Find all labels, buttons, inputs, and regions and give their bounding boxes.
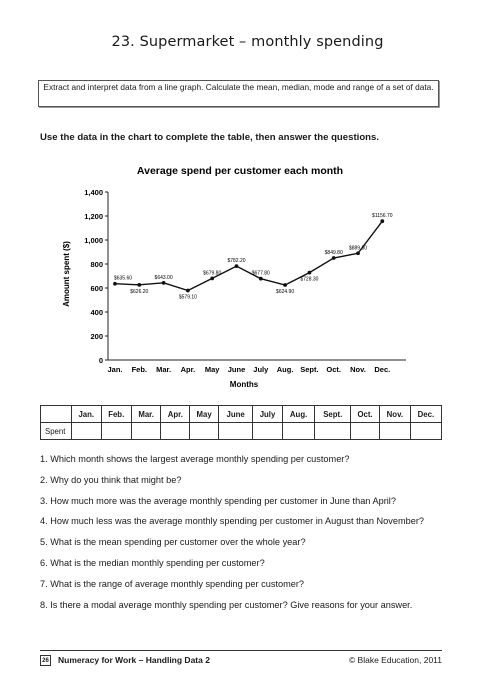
table-header-cell: Jan.	[72, 406, 102, 423]
x-tick-label: Apr.	[180, 365, 196, 374]
table-spent-cell[interactable]	[101, 423, 131, 440]
book-title: Numeracy for Work – Handling Data 2	[58, 655, 210, 665]
table-spent-cell[interactable]	[351, 423, 380, 440]
y-tick-label: 1,200	[84, 212, 103, 221]
data-label: $728.30	[300, 276, 319, 283]
x-tick-label: Sept.	[300, 365, 319, 374]
page-footer	[40, 655, 442, 667]
data-point	[162, 281, 166, 285]
line-chart	[40, 158, 450, 393]
page-number: 26	[40, 655, 51, 666]
data-label: $849.80	[324, 250, 343, 257]
question-item: 6. What is the median monthly spending per customer?	[40, 557, 265, 568]
data-point	[332, 256, 336, 260]
question-item: 7. What is the range of average monthly spending per customer?	[40, 578, 305, 589]
y-axis-label: Amount spent ($)	[62, 241, 71, 307]
data-label: $889.30	[348, 245, 368, 252]
data-label: $635.60	[113, 275, 133, 282]
x-tick-label: Mar.	[156, 365, 172, 374]
instruction-text: Use the data in the chart to complete the table, then answer the questions.	[40, 132, 380, 143]
table-spent-cell[interactable]	[410, 423, 441, 440]
table-header-cell: Feb.	[101, 406, 131, 423]
data-point	[186, 289, 190, 293]
x-tick-label: June	[227, 365, 246, 374]
data-point	[356, 251, 360, 255]
table-spent-cell[interactable]	[282, 423, 315, 440]
question-item: 2. Why do you think that might be?	[40, 474, 182, 485]
data-label: $679.80	[203, 270, 222, 277]
data-point	[308, 271, 312, 275]
table-header-cell: July	[253, 406, 283, 423]
table-header-cell: May	[190, 406, 219, 423]
y-tick-label: 0	[98, 356, 103, 365]
question-item: 8. Is there a modal average monthly spending per customer? Give reasons for your answer.	[40, 599, 413, 610]
y-tick-label: 400	[90, 308, 103, 317]
table-row-spent	[41, 423, 442, 440]
question-list	[40, 452, 424, 618]
x-tick-label: Aug.	[276, 365, 294, 374]
data-point	[259, 277, 263, 281]
y-tick-label: 1,000	[84, 236, 103, 245]
data-point	[380, 219, 384, 223]
y-tick-label: 200	[90, 332, 103, 341]
data-point	[210, 277, 214, 281]
table-header-cell: Dec.	[410, 406, 441, 423]
data-point	[283, 283, 287, 287]
x-tick-label: Dec.	[374, 365, 391, 374]
learning-outcome-box: Extract and interpret data from a line graph. Calculate the mean, median, mode and range of a set of data.	[38, 80, 439, 107]
table-header-cell: June	[219, 406, 253, 423]
x-tick-label: July	[253, 365, 269, 374]
data-point	[113, 282, 117, 286]
x-tick-label: Nov.	[350, 365, 366, 374]
data-label: $1156.70	[372, 213, 393, 220]
data-label: $677.80	[251, 270, 270, 277]
chart-title: Average spend per customer each month	[136, 165, 344, 177]
data-table	[40, 405, 442, 440]
x-tick-label: Oct.	[326, 365, 341, 374]
data-label: $643.00	[154, 274, 173, 281]
data-label: $626.20	[130, 288, 149, 295]
question-item: 5. What is the mean spending per customer over the whole year?	[40, 537, 306, 548]
data-point	[235, 264, 239, 268]
table-header-row	[41, 406, 442, 423]
table-header-cell: Nov.	[379, 406, 410, 423]
table-header-cell: Oct.	[351, 406, 380, 423]
table-spent-cell[interactable]	[315, 423, 351, 440]
table-header-cell: Apr.	[161, 406, 190, 423]
table-spent-cell[interactable]	[131, 423, 161, 440]
question-item: 4. How much less was the average monthly spending per customer in August than November?	[40, 516, 425, 527]
data-label: $782.20	[227, 258, 246, 265]
footer-divider	[40, 650, 442, 651]
table-spent-cell[interactable]	[219, 423, 253, 440]
x-tick-label: Feb.	[131, 365, 148, 374]
data-label: $579.10	[178, 294, 197, 301]
table-corner-cell	[41, 406, 72, 423]
y-tick-label: 1,400	[84, 188, 103, 197]
data-point	[137, 283, 141, 287]
table-spent-cell[interactable]	[161, 423, 190, 440]
x-axis-label: Months	[229, 380, 259, 389]
y-tick-label: 800	[90, 260, 103, 269]
table-spent-cell[interactable]	[190, 423, 219, 440]
y-tick-label: 600	[90, 284, 103, 293]
table-header-cell: Mar.	[131, 406, 161, 423]
x-tick-label: Jan.	[107, 365, 123, 374]
table-spent-cell[interactable]	[72, 423, 102, 440]
table-row-label: Spent	[41, 423, 72, 440]
copyright-text: © Blake Education, 2011	[348, 655, 442, 665]
page-title: 23. Supermarket – monthly spending	[111, 34, 384, 50]
table-header-cell: Aug.	[282, 406, 315, 423]
table-spent-cell[interactable]	[253, 423, 283, 440]
question-item: 1. Which month shows the largest average monthly spending per customer?	[40, 454, 350, 464]
x-tick-label: May	[204, 365, 220, 374]
question-item: 3. How much more was the average monthly spending per customer in June than April?	[40, 495, 396, 506]
data-label: $624.90	[276, 289, 295, 296]
table-spent-cell[interactable]	[379, 423, 410, 440]
table-header-cell: Sept.	[315, 406, 351, 423]
